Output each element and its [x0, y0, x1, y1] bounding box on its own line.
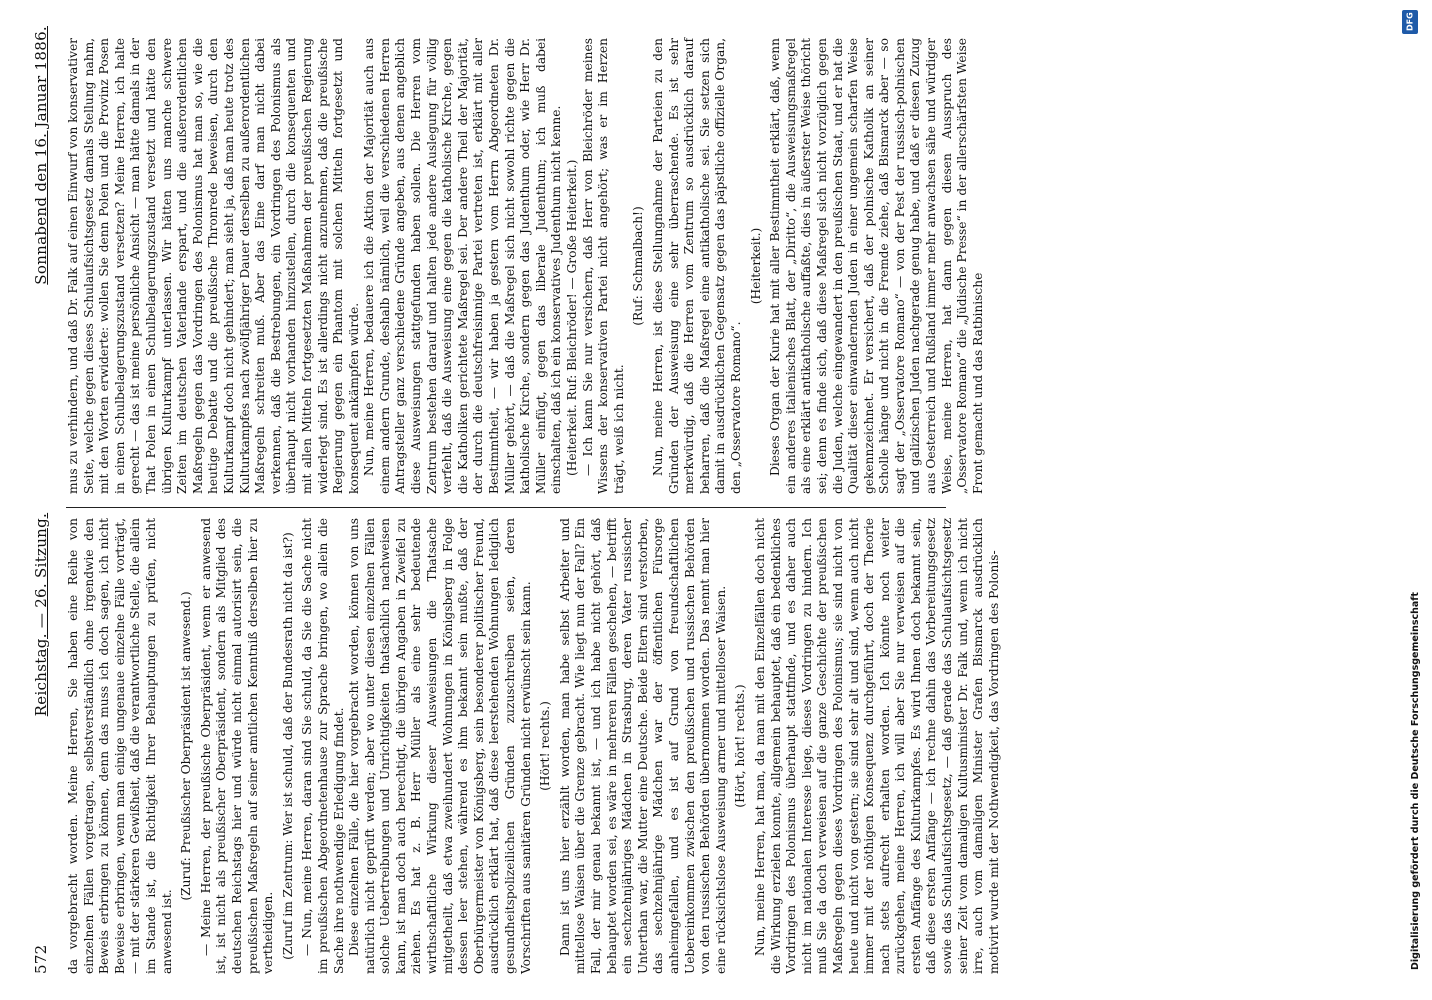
interjection: (Heiterkeit. Ruf: Bleichröder! — Große Heiterkeit.): [565, 159, 579, 476]
paragraph: Diese einzelnen Fälle, die hier vorgebracht worden, können von uns natürlich nicht geprüft werden; aber wo unter diesen einzelnen Fällen solche Uebertreibungen und Unrichtigkeiten thatsächlich nachweisen kann, ist man doch auch berechtigt, die übrigen Angaben in Zweifel zu ziehen. Es hat z. B. Herr Müller als eine sehr bedeutende wirthschaftliche Wirkung dieser Ausweisungen die Thatsache mitgetheilt, daß etwa zweihundert Wohnungen in Königsberg in Folge dessen leer stehen, während es ihm bekannt sein mußte, daß der Oberbürgermeister von Königsberg, sein besonderer politischer Freund, ausdrücklich erklärt hat, daß diese leerstehenden Wohnungen lediglich gesundheitspolizeilichen Gründen zuzuschreiben seien, deren Vorschriften aus sanitären Gründen nicht erwünscht sein kann.: [347, 518, 533, 974]
interjection: (Heiterkeit.): [748, 227, 763, 305]
left-column: [66, 518, 1002, 974]
page-header: [32, 26, 60, 974]
interjection: (Hört! rechts.): [538, 701, 553, 791]
paragraph: Nun, meine Herren, ist diese Stellungnahme der Parteien zu den Gründen der Ausweisung eine sehr überraschende. Es ist sehr merkwürdig, daß die Herren vom Zentrum so ausdrücklich darauf beharren, daß die Maßregel eine antikatholische sei. Sie setzen sich damit in ausdrücklichen Gegensatz gegen das päpstliche offizielle Organ, den „Osservatore Romano“.: [650, 38, 743, 494]
session-date: Sonnabend den 16. Januar 1886.: [32, 26, 50, 285]
paragraph: — Meine Herren, der preußische Oberpräsident, wenn er anwesend ist, ist nicht als preußischer Oberpräsident, sondern als Mitglied des deutschen Reichstags hier und würde nicht einmal autorisirt sein, die preußischen Maßregeln auf seiner amtlichen Kenntniß derselben hier zu vertheidigen.: [198, 518, 276, 974]
paragraph: mus zu verhindern, und daß Dr. Falk auf einen Einwurf von konservativer Seite, welche gegen dieses Schulaufsichtsgesetz damals Stellung nahm, mit den Worten erwiderte: wollen Sie denn Polen und die Provinz Posen in einen Schulbelagerungszustand versetzen? Meine Herren, ich halte gerecht — das ist meine persönliche Ansicht — man hätte damals in der That Polen in einen Schulbelagerungszustand versetzt und hätte den übrigen Kulturkampf unterlassen. Wir hätten uns manche schwere Zeiten im deutschen Vaterlande erspart, und die außerordentlichen Maßregeln gegen das Vordringen des Polonismus hat man so, wie die heutige Debatte und die preußische Thronrede beweisen, durch den Kulturkampf doch nicht gehindert; man sieht ja, daß man heute trotz des Kulturkampfes nach zwölfjähriger Dauer derselben zu außerordentlichen Maßregeln schreiten muß. Aber das Eine darf man nicht dabei verkennen, daß die Bestrebungen, ein Vordringen des Polonismus als überhaupt nicht vorhanden hinzustellen, durch die konsequenten und mit allen Mitteln fortgesetzten Maßnahmen der preußischen Regierung widerlegt sind. Es ist allerdings nicht anzunehmen, daß die preußische Regierung gegen ein Phantom mit solchen Mitteln fortgesetzt und konsequent ankämpfen würde.: [66, 38, 361, 494]
paragraph: Nun, meine Herren, bedauere ich die Aktion der Majorität auch aus einem andern Grunde, deshalb nämlich, weil die verschiedenen Herren Antragsteller ganz verschiedene Gründe angeben, aus denen angeblich diese Ausweisungen stattgefunden haben sollen. Die Herren vom Zentrum bestehen darauf und halten jede andere Auslegung für völlig verfehlt, daß die Ausweisung eine gegen die katholische Kirche, gegen die Katholiken gerichtete Maßregel sei. Der andere Theil der Majorität, der durch die deutschfreisinnige Partei vertreten ist, erklärt mit aller Bestimmtheit, — wir haben ja gestern vom Herrn Abgeordneten Dr. Müller gehört, — daß die Maßregel sich nicht sowohl richte gegen die katholische Kirche, sondern gegen das Judenthum oder, wie Herr Dr. Müller einfügt, gegen das liberale Judenthum; ich muß dabei einschalten, daß ich ein konservatives Judenthum nicht kenne.: [362, 38, 564, 494]
paragraph: Dieses Organ der Kurie hat mit aller Bestimmtheit erklärt, daß, wenn ein anderes italienisches Blatt, der „Diritto“, die Ausweisungsmaßregel als eine erklärt antikatholische auffaßte, dies in äußerster Weise thöricht sei; denn es finde sich, daß diese Maßregel sich nicht vorzüglich gegen die Juden, welche eingewandert in den preußischen Staat, und er hat die Qualität dieser einwandernden Juden in einer ungemein scharfen Weise gekennzeichnet. Er versichert, daß der polnische Katholik an seiner Scholle hänge und nicht in die Fremde ziehe, daß Bismarck aber — so sagt der „Osservatore Romano“ — von der Pest der russisch-polnischen und galizischen Juden nachgerade genug habe, und daß er diesen Zuzug aus Oesterreich und Rußland immer mehr anwachsen sähe und würdiger Weise, meine Herren, hat dann gegen diesen Ausspruch des „Osservatore Romano“ die „Jüdische Presse“ in der allerschärfsten Weise Front gemacht und das Ratbinische: [768, 38, 985, 494]
interjection: (Zuruf: Preußischer Oberpräsident ist anwesend.): [179, 591, 194, 901]
dfg-logo: DFG: [1402, 10, 1418, 34]
digitization-credit: [1396, 30, 1421, 970]
paragraph: — Nun, meine Herren, daran sind Sie schuld, da Sie die Sache nicht im preußischen Abgeordnetenhause zur Sprache bringen, wo allein die Sache ihre nothwendige Erledigung findet.: [300, 518, 346, 974]
page-content: [26, 20, 1406, 980]
right-column: [66, 38, 986, 494]
paragraph: Dann ist uns hier erzählt worden, man habe selbst Arbeiter und mittellose Waisen über die Grenze gebracht. Wie liegt nun der Fall? Ein Fall, der mir genau bekannt ist, — und ich habe nicht gehört, daß behauptet worden sei, es wäre in mehreren Fällen geschehen, — betrifft ein sechzehnjähriges Mädchen in Strasburg, deren Vater russischer Unterthan war, die Mutter eine Deutsche. Beide Eltern sind verstorben, das sechzehnjährige Mädchen war der öffentlichen Fürsorge anheimgefallen, und es ist auf Grund von freundschaftlichen Uebereinkommen zwischen den preußischen und russischen Behörden von den russischen Behörden übernommen worden. Das nennt man hier eine rücksichtslose Ausweisung armer und mittelloser Waisen.: [557, 518, 728, 974]
interjection: (Zuruf im Zentrum: Wer ist schuld, daß der Bundesrath nicht da ist?): [280, 532, 295, 960]
credit-text: Digitalisierung gefördert durch die Deutsche Forschungsgemeinschaft: [1410, 592, 1421, 970]
session-title: Reichstag. — 26. Sitzung.: [32, 512, 50, 717]
paragraph: da vorgebracht worden. Meine Herren, Sie haben eine Reihe von einzelnen Fällen vorgetragen, selbstverständlich ohne irgendwie den Beweis erbringen zu können, denn das muss ich doch sagen, ich nicht Beweise erbringen, wenn man einige ungenaue einzelne Fälle vorträgt, — mit der stärkeren Gewißheit, daß die verantwortliche Stelle, die allein im Stande ist, die Richtigkeit Ihrer Behauptungen zu prüfen, nicht anwesend ist.: [66, 518, 174, 974]
interjection: (Hört, hört! rechts.): [733, 684, 748, 808]
column-divider: [66, 507, 946, 508]
paragraph: Nun, meine Herren, hat man, da man mit den Einzelfällen doch nicht die Wirkung erzielen konnte, allgemein behauptet, daß ein bedenkliches Vordringen des Polonismus überhaupt stattfinde, und es daher auch nicht im nationalen Interesse liege, dieses Vordringen zu hindern. Ich muß Sie da doch verweisen auf die ganze Geschichte der preußischen Maßregeln gegen dieses Vordringen des Polonismus; sie sind nicht von heute und nicht von gestern; sie sind sehr alt und sind, wenn auch nicht immer mit der nöthigen Konsequenz durchgeführt, doch der Theorie nach stets aufrecht erhalten worden. Ich könnte noch weiter zurückgehen, meine Herren, ich will aber Sie nur verweisen auf die ersten Anfänge des Kulturkampfes. Es wird Ihnen doch bekannt sein, daß diese ersten Anfänge — ich rechne dahin das Vorbereitungsgesetz sowie das Schulaufsichtsgesetz, — daß gerade das Schulaufsichtsgesetz seiner Zeit vom damaligen Kultusminister Dr. Falk und, wenn ich nicht irre, auch vom damaligen Minister Grafen Bismarck ausdrücklich motivirt wurde mit der Nothwendigkeit, das Vordringen des Polonis-: [752, 518, 1001, 974]
page-number: 572: [32, 944, 50, 974]
interjection: (Ruf: Schmalbach!): [631, 206, 646, 326]
paragraph: — Ich kann Sie nur versichern, daß Herr von Bleichröder meines Wissens der konservativen Partei nicht angehört; was er im Herzen trägt, weiß ich nicht.: [580, 38, 626, 494]
